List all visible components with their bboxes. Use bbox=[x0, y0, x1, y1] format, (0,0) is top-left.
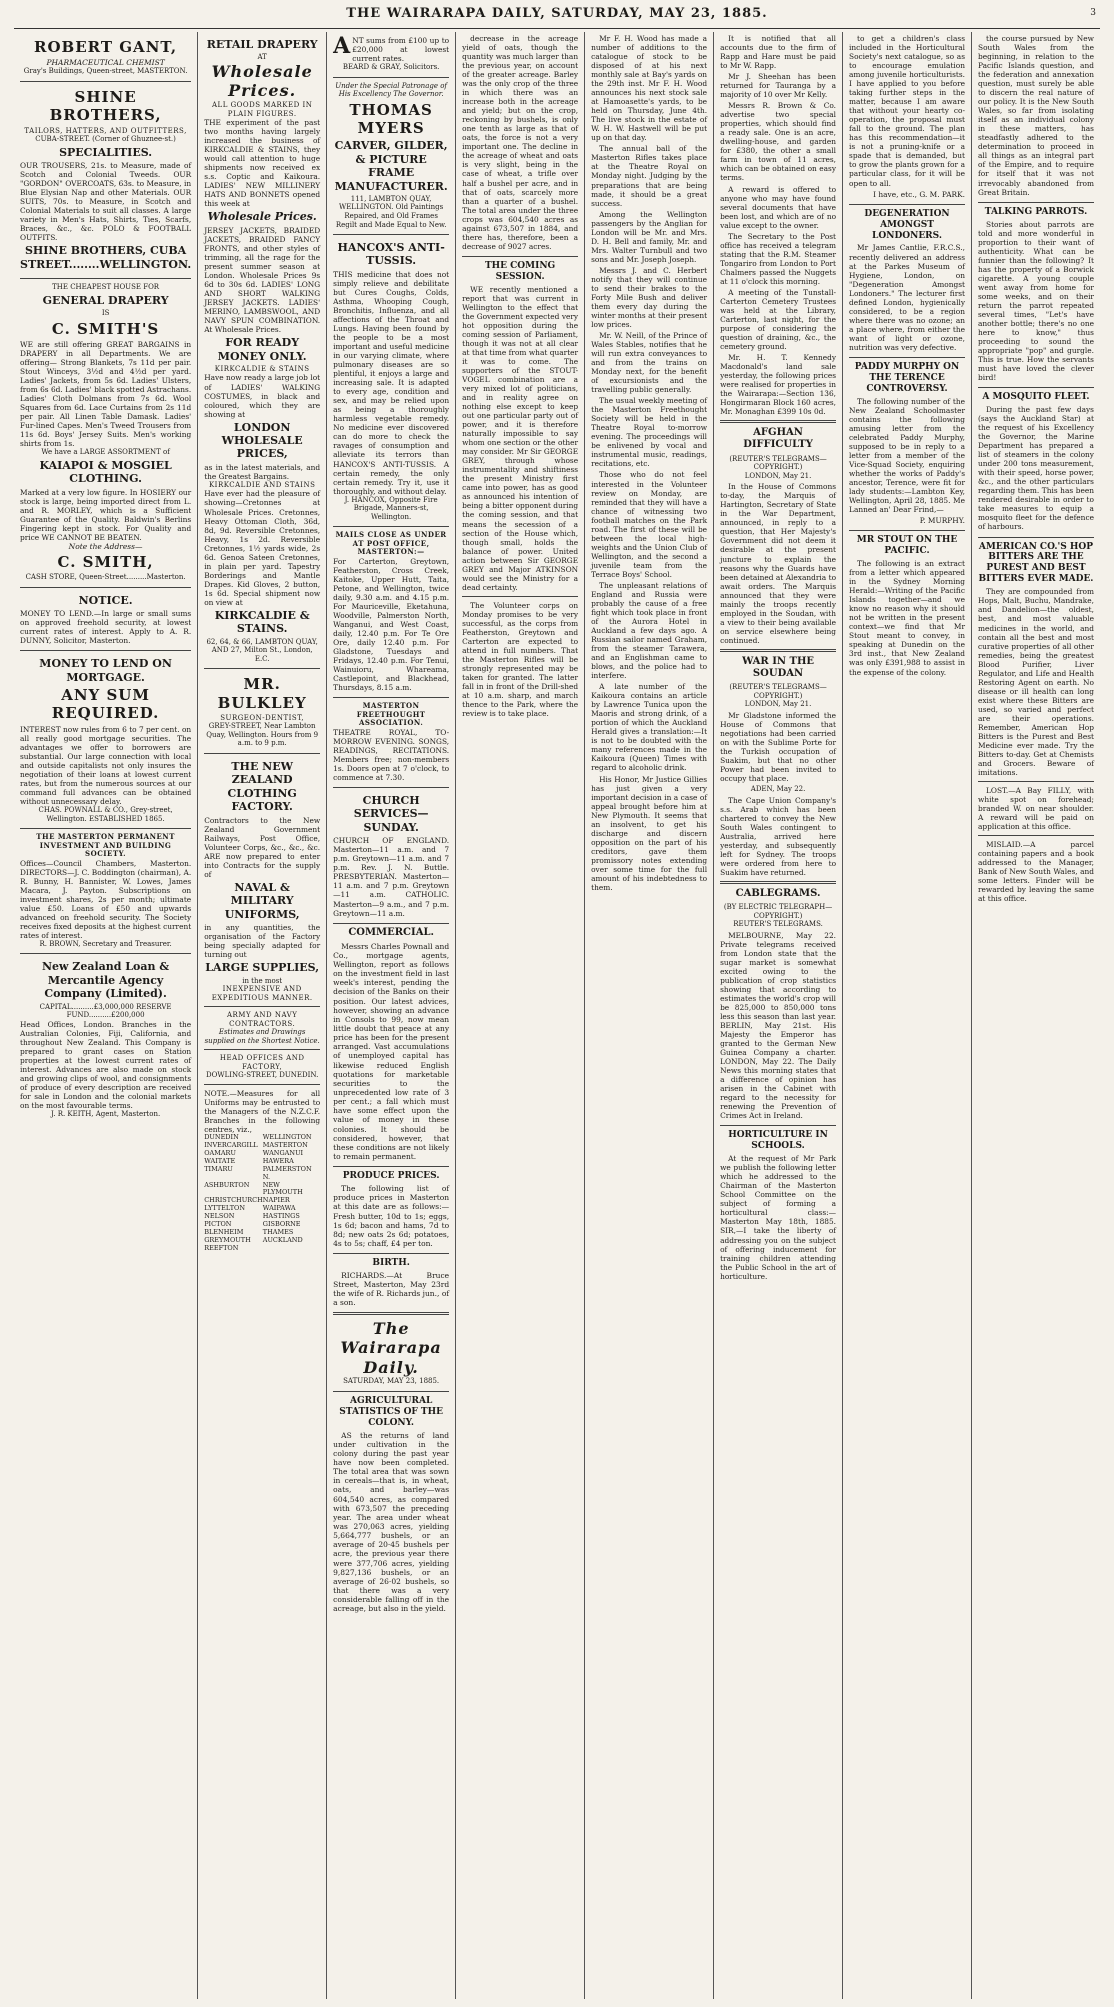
ad-trade: TAILORS, HATTERS, AND OUTFITTERS, bbox=[24, 126, 187, 135]
ad-heading: THE NEW ZEALAND CLOTHING FACTORY. bbox=[227, 759, 297, 814]
ad-signature: J. R. KEITH, Agent, Masterton. bbox=[50, 1110, 161, 1119]
local-item: The usual weekly meeting of the Masterton Freethought Society will be held in the Theatre Royal to-morrow evening. The proceedings will be enlivened by vocal and instrumental music, readings, recitations, etc. bbox=[591, 396, 708, 469]
ad-at: AT bbox=[257, 53, 267, 62]
section-heading: THE COMING SESSION. bbox=[462, 256, 578, 283]
ad-address: 111, LAMBTON QUAY, WELLINGTON. Old Paintings Repaired, and Old Frames Regilt and Made Equal to New. bbox=[335, 194, 447, 229]
mails-notice bbox=[333, 527, 449, 698]
ad-address: DOWLING-STREET, DUNEDIN. bbox=[206, 1071, 319, 1080]
ad-trade: SURGEON-DENTIST, bbox=[220, 713, 305, 722]
column-5 bbox=[585, 32, 714, 1999]
town-item: OAMARU bbox=[204, 1148, 236, 1157]
town-item: GISBORNE bbox=[262, 1220, 301, 1229]
town-item: WAIPAWA bbox=[262, 1204, 296, 1213]
town-item: WAITATE bbox=[204, 1156, 236, 1165]
ad-body: WE are still offering GREAT BARGAINS in DRAPERY in all Departments. We are offering— Strong Blankets, 7s 11d per pair. Stout Winceys, 3½d and 4½d per yard. Ladies' Jackets, from 5s 6d. Ladies' Ulsters, from 6s 6d. Ladies' black spotted Astrachans. Ladies' Cloth Dolmans from 7s 6d. Wool Squares from 6d. Lace Curtains from 2s 11d per pair. All Linen Table Damask. Ladies' Fur-lined Capes. Men's Tweed Trousers from 11s 6d. Boys' Jersey Suits. Men's working shirts from 1s. bbox=[20, 339, 192, 449]
ad-heading: HANCOX'S ANTI-TUSSIS. bbox=[337, 241, 445, 268]
ad-specialities: SPECIALITIES. bbox=[59, 145, 153, 159]
notice-heading: CHURCH SERVICES—SUNDAY. bbox=[353, 794, 429, 834]
section-subheading: (REUTER'S TELEGRAMS—COPYRIGHT.) bbox=[729, 683, 827, 700]
local-item: A meeting of the Tunstall-Carterton Cemetery Trustees was held at the Library, Carterton, last night, for the purpose of considering the question of draining, &c., the cemetery ground. bbox=[720, 287, 837, 352]
town-item: WELLINGTON bbox=[262, 1133, 312, 1142]
ad-body: INTEREST now rules from 6 to 7 per cent. on all really good mortgage securities. The advantages we offer to borrowers are substantial. Our large connection with local and outside capitalists not only insures the negotiation of their loans at lowest current rates, but from the numerous sources at our command full advances can be obtained without unnecessary delay. bbox=[20, 724, 192, 806]
freethought-notice bbox=[333, 698, 449, 788]
town-item: ASHBURTON bbox=[204, 1180, 250, 1189]
column-6 bbox=[714, 32, 843, 1999]
paper-date: SATURDAY, MAY 23, 1885. bbox=[343, 1377, 440, 1386]
ad-heading: Wholesale Prices. bbox=[207, 210, 317, 224]
section-heading: TALKING PARROTS. bbox=[978, 202, 1094, 218]
ad-beard-gray: ANT sums from £100 up to £20,000 at lowest current rates. BEARD & GRAY, Solicitors. bbox=[333, 32, 449, 78]
town-item: INVERCARGILL bbox=[204, 1140, 258, 1149]
ad-note: NOTE.—Measures for all Uniforms may be entrusted to the Managers of the N.Z.C.F. Branches in the following centres, viz., bbox=[204, 1088, 321, 1134]
town-item: TIMARU bbox=[204, 1164, 233, 1173]
page-number: 3 bbox=[1090, 8, 1096, 18]
notice-heading: MASTERTON FREETHOUGHT ASSOCIATION. bbox=[356, 701, 426, 728]
notice-body: MONEY TO LEND.—In large or small sums on approved freehold security, at lowest current rates of interest. Apply to A. R. DUNNY, Solicitor, Masterton. bbox=[20, 609, 192, 646]
dateline: LONDON, May 21. bbox=[744, 471, 812, 480]
ad-signature: KIRKCALDIE & STAINS bbox=[214, 364, 310, 373]
ad-signature: SHINE BROTHERS, CUBA STREET........WELLINGTON. bbox=[20, 244, 192, 271]
ad-body: OUR TROUSERS, 21s. to Measure, made of Scotch and Colonial Tweeds. OUR "GORDON" OVERCOATS, 63s. to Measure, in Blue Elysian Nap and other Materials. OUR SUITS, 70s. to Measure, in Scotch and Colonial Materials to suit all classes. A large variety in Men's Hats, Shirts, Ties, Scarfs, Braces, &c., &c. POLO & FOOTBALL OUTFITS. bbox=[20, 161, 192, 243]
letter-signature: P. MURPHY. bbox=[919, 516, 965, 526]
article-paragraph: At the request of Mr Park we publish the following letter which he addressed to the Chairman of the Masterton School Committee on the subject of forming a horticultural class:—Masterton May 18th, 1885. SIR,—I take the liberty of addressing you on the subject of offering inducement for training children attending the Public School in the art of horticulture. bbox=[720, 1154, 837, 1281]
local-item: The annual ball of the Masterton Rifles takes place at the Theatre Royal on Monday night. Judging by the preparations that are being made, it should be a great success. bbox=[591, 144, 708, 208]
ad-body: as in the latest materials, and the Greatest Bargains. bbox=[204, 462, 321, 481]
ad-title: MR. BULKLEY bbox=[217, 675, 307, 712]
masthead bbox=[14, 6, 1100, 29]
ad-address: GREY-STREET, Near Lambton Quay, Wellington. Hours from 9 a.m. to 9 p.m. bbox=[206, 722, 319, 748]
local-item: Messrs J. and C. Herbert notify that they will continue to send their brakes to the Forty Mile Bush and deliver them every day during the winter months at their present low prices. bbox=[591, 265, 708, 329]
ad-is: IS bbox=[101, 309, 110, 318]
ad-intro: THE CHEAPEST HOUSE FOR bbox=[52, 283, 160, 292]
ad-body: Have now ready a large job lot of LADIES' WALKING COSTUMES, in black and coloured, which they are showing at bbox=[204, 373, 321, 419]
article-paragraph: RICHARDS.—At Bruce Street, Masterton, May 23rd the wife of R. Richards jun., of a son. bbox=[333, 1271, 450, 1308]
town-item: LYTTELTON bbox=[204, 1204, 246, 1213]
article-paragraph: MELBOURNE, May 22. Private telegrams received from London state that the sugar market is somewhat excited owing to the publication of crop statistics showing that according to estimates the world's crop will be 825,000 to 850,000 tons less this season than last year. BERLIN, May 21st. His Majesty the Emperor has granted to the German New Guinea Company a charter. LONDON, May 22. The Daily News this morning states that a difference of opinion has arisen in the Cabinet with regard to the necessity for renewing the Prevention of Crimes Act in Ireland. bbox=[720, 930, 837, 1121]
ad-heading: New Zealand Loan & Mercantile Agency Company (Limited). bbox=[41, 960, 170, 1001]
article-paragraph: They are compounded from Hops, Malt, Buchu, Mandrake, and Dandelion—the oldest, best, and most valuable medicines in the world, and contain all the best and most curative properties of all other remedies, being the greatest Blood Purifier, Liver Regulator, and Life and Health Restoring Agent on earth. No disease or ill health can long exist where these Bitters are used, so varied and perfect are their operations. Remember, American Hop Bitters is the Purest and Best Medicine ever made. Try the Bitters to-day. Get at Chemists and Grocers. Beware of imitations. bbox=[978, 587, 1094, 777]
ad-signature: CHAS. POWNALL & CO., Grey-street, Wellington. ESTABLISHED 1865. bbox=[38, 805, 173, 823]
ad-shop-name: C. SMITH'S bbox=[51, 319, 160, 338]
notice-body: For Carterton, Greytown, Featherston, Cross Creek, Kaitoke, Upper Hutt, Taita, Petone, and Wellington, twice daily, 9.30 a.m. and 4.15 p.m. For Mauriceville, Eketahuna, Woodville, Palmerston North, Wanganui, and West Coast, daily, 12.40 p.m. For Te Ore Ore, daily 12.40 p.m. For Gladstone, Tuesdays and Fridays, 12.40 p.m. For Tenui, Wainuioru, Whareama, Castlepoint, and Blackhead, Thursdays, 8.15 a.m. bbox=[333, 556, 450, 693]
local-item: Messrs R. Brown & Co. advertise two special properties, which should find a ready sale. One is an acre, dwelling-house, and garden for £380, the other a small farm in town of 11 acres, which can be obtained on easy terms. bbox=[720, 101, 837, 183]
ad-body: in any quantities, the organisation of the Factory being specially adapted for turning out bbox=[204, 923, 321, 960]
ad-nz-loan bbox=[20, 954, 191, 1123]
page-columns bbox=[14, 32, 1100, 1999]
ad-heading: NAVAL & MILITARY UNIFORMS, bbox=[224, 880, 300, 921]
ad-hancox bbox=[333, 235, 449, 527]
ad-c-smith bbox=[20, 279, 191, 588]
section-heading: DEGENERATION AMONGST LONDONERS. bbox=[849, 204, 965, 242]
local-item: A reward is offered to anyone who may have found several documents that have been lost, and which are of no value except to the owner. bbox=[720, 184, 837, 230]
ad-body: Estimates and Drawings supplied on the Shortest Notice. bbox=[204, 1028, 320, 1045]
article-paragraph: The Cape Union Company's s.s. Arab which has been chartered to convey the New South Wales contingent to Australia, arrived here yesterday, and subsequently left for Sydney. The troops were ordered from here to Suakim have returned. bbox=[720, 795, 837, 877]
section-heading: A MOSQUITO FLEET. bbox=[978, 387, 1094, 403]
town-item: BLENHEIM bbox=[204, 1228, 244, 1237]
ad-body: Head Offices, London. Branches in the Australian Colonies, Fiji, California, and throughout New Zealand. This Company is prepared to grant cases on Station properties at the lowest current rates of interest. Advances are also made on stock and growing clips of wool, and consignments of produce of every description are received for sale in London and the colonial markets on the most favourable terms. bbox=[20, 1019, 192, 1111]
notice-body: CHURCH OF ENGLAND. Masterton—11 a.m. and 7 p.m. Greytown—11 a.m. and 7 p.m. Rev. J. N. Buttle. PRESBYTERIAN. Masterton—11 a.m. and 7 p.m. Greytown—11 a.m. CATHOLIC. Masterton—9 a.m., and 7 p.m. Greytown—11 a.m. bbox=[333, 836, 450, 918]
article-paragraph: The Volunteer corps on Monday promises to be very successful, as the corps from Featherston, Greytown and Carterton are expected to attend in full numbers. That the Masterton Rifles will be strongly represented may be taken for granted. The latter fall in in front of the Drill-shed at 10 a.m. sharp, and march thence to the Park, where the review is to take place. bbox=[462, 600, 579, 719]
ad-body: JERSEY JACKETS, BRAIDED JACKETS, BRAIDED FANCY FRONTS, and other styles of trimming, all the rage for the present summer season at London. Wholesale Prices 9s 6d to 30s 6d. LADIES' LONG AND SHORT WALKING JERSEY JACKETS. LADIES' MERINO, LAMBSWOOL, AND NAVY SPUN COMBINATION. At Wholesale Prices. bbox=[204, 225, 321, 335]
classified-ad: LOST.—A Bay FILLY, with white spot on forehead; branded W. on near shoulder. A reward will be paid on application at this office. bbox=[978, 786, 1094, 832]
ad-note: Note the Address— bbox=[68, 541, 143, 551]
ad-signature: BEARD & GRAY, Solicitors. bbox=[342, 63, 440, 72]
article-paragraph: The following list of produce prices in Masterton at this date are as follows:—Fresh butter, 10d to 1s; eggs, 1s 6d; bacon and hams, 7d to 8d; new oats 2s 6d; potatoes, 4s to 5s; chaff, £4 per ton. bbox=[333, 1184, 450, 1248]
section-heading: PRODUCE PRICES. bbox=[333, 1166, 449, 1182]
section-heading: HORTICULTURE IN SCHOOLS. bbox=[720, 1125, 836, 1152]
article-paragraph: The following number of the New Zealand Schoolmaster contains the following amusing letter from the celebrated Paddy Murphy, supposed to be in reply to a letter from a member of the Vice-Squad Society, enquiring whether the works of Paddy's ancestor, Terence, were fit for lady students:—Lambton Key, Wellington, April 28, 1885. Me Lanned an' Dear Frind,— bbox=[849, 396, 965, 515]
local-item: Those who do not feel interested in the Volunteer review on Monday, are reminded that they will have a chance of witnessing two football matches on the Park road. The first of these will be between the local high-weights and the Union Club of Wellington, and the second a juvenile team from the Terrace Boys' School. bbox=[591, 470, 708, 579]
town-item: NELSON bbox=[204, 1212, 235, 1221]
ad-signature: KIRKCALDIE AND STAINS bbox=[208, 480, 316, 489]
local-item: A late number of the Kaikoura contains an article by Lawrence Tunica upon the Maoris and strong drink, of a portion of which the Auckland Herald gives a translation:—It is not to be doubted with the many references made in the Kaikoura (Queen) Times with regard to alcoholic drink. bbox=[591, 682, 708, 773]
ad-title: ROBERT GANT, bbox=[34, 38, 178, 56]
notice-heading: MAILS CLOSE AS UNDER AT POST OFFICE, MASTERTON:— bbox=[335, 530, 447, 557]
town-item: PALMERSTON N. bbox=[262, 1164, 312, 1181]
church-services bbox=[333, 788, 449, 924]
ad-robert-gant bbox=[20, 32, 191, 82]
section-subheading: (REUTER'S TELEGRAMS—COPYRIGHT.) bbox=[729, 454, 827, 472]
column-4 bbox=[456, 32, 585, 1999]
town-item: HAWERA bbox=[262, 1156, 294, 1165]
section-subheading: (BY ELECTRIC TELEGRAPH—COPYRIGHT.) bbox=[723, 903, 833, 920]
ad-body: Have ever had the pleasure of showing—Cretonnes at Wholesale Prices. Cretonnes, Heavy Ottoman Cloth, 36d, 8d, 9d. Reversible Cretonnes, Heavy, 1s 2d. Reversible Cretonnes, 1½ yards wide, 2s 6d. Genoa Sateen Cretonnes, in plain per yard. Tapestry Borderings and Mantle Drapes. Kid Gloves, 2 button, 1s 6d. Special shipment now on view at bbox=[204, 489, 321, 607]
editorial-heading: AGRICULTURAL STATISTICS OF THE COLONY. bbox=[333, 1391, 449, 1429]
ad-brand: KAIAPOI & MOSGIEL CLOTHING. bbox=[39, 458, 172, 486]
local-item: Mr. H. T. Kennedy Macdonald's land sale yesterday, the following prices were realised for properties in the Wairarapa:—Section 136, Hongirmaran Block 160 acres, Mr. Monaghan £399 10s 0d. bbox=[720, 353, 837, 417]
ad-subheading: ALL GOODS MARKED IN PLAIN FIGURES. bbox=[212, 100, 313, 118]
section-heading: COMMERCIAL. bbox=[348, 926, 434, 938]
town-item bbox=[263, 1245, 320, 1253]
dateline: LONDON, May 21. bbox=[744, 700, 812, 709]
town-item: REEFTON bbox=[204, 1243, 239, 1252]
ad-kirkcaldie-stains bbox=[204, 32, 320, 669]
ad-signature-address: CASH STORE, Queen-Street.........Masterton. bbox=[25, 573, 186, 582]
article-paragraph: Messrs Charles Pownall and Co., mortgage agents, Wellington, report as follows on the investment field in last week's interest, pending the decision of the Banks on their position. Our latest advices, however, showing an advance in Consols to 99, now mean little doubt that peace at any price has been for the present arranged. Vast accumulations of unemployed capital has likewise reduced English quotations for marketable securities to the unprecedented low rate of 3 per cent.; a fall which must have some effect upon the value of money in these colonies. It should be considered, however, that these conditions are not likely to remain permanent. bbox=[333, 941, 450, 1161]
notice-money-to-lend bbox=[20, 588, 191, 652]
ad-signature: R. BROWN, Secretary and Treasurer. bbox=[39, 939, 172, 948]
ad-body: Contractors to the New Zealand Government Railways, Post Office, Volunteer Corps, &c., &c., &c. ARE now prepared to enter into Contracts for the supply of bbox=[204, 815, 321, 879]
article-paragraph: In the House of Commons to-day, the Marquis of Hartington, Secretary of State in the War Department, announced, in reply to a question, that Her Majesty's Government did not deem it desirable at the present juncture to explain the reasons why the Guards have been detained at Alexandria to await orders. The Marquis announced that they were mainly the troops recently employed in the Soudan, with a view to their being available on service elsewhere being continued. bbox=[720, 482, 837, 645]
local-item: It is notified that all accounts due to the firm of Rapp and Hare must be paid to Mr W. Rapp. bbox=[720, 34, 837, 71]
ad-heading: GENERAL DRAPERY bbox=[42, 293, 169, 307]
article-paragraph: decrease in the acreage yield of oats, though the quantity was much larger than the previous year, on account of the greater acreage. Barley was the only crop of the three in which there was an increase both in the acreage and yield; but on the crop, reckoning by bushels, is only one tenth as large as that of oats, the force is not a very important one. The decline in the acreage of wheat and oats is very slight, being in the case of wheat, a trifle over half a bushel per acre, and in that of oats, scarcely more than a quarter of a bushel. The total area under the three crops was 604,540 acres as against 673,507 in 1884, and there has, therefore, been a decrease of 9027 acres. bbox=[462, 34, 579, 251]
section-subheading: REUTER'S TELEGRAMS. bbox=[733, 920, 823, 929]
dateline: ADEN, May 22. bbox=[750, 785, 806, 794]
section-heading: AFGHAN DIFFICULTY bbox=[743, 427, 813, 451]
ad-patronage: Under the Special Patronage of His Excellency The Governor. bbox=[335, 81, 448, 99]
notice-heading: NOTICE. bbox=[78, 593, 133, 607]
town-item: DUNEDIN bbox=[204, 1133, 239, 1142]
column-3 bbox=[327, 32, 456, 1999]
ad-money-on-mortgage bbox=[20, 651, 191, 829]
article-paragraph: WE recently mentioned a report that was current in Wellington to the effect that the Government expected very hot opposition during the coming session of Parliament, though it was not at all clear at that time from what quarter it was to come. The supporters of the STOUT-VOGEL combination are a very mixed lot of politicians, and in reality agree on nothing else except to keep out one particular party out of power, and it is therefore naturally impossible to say whom one section or the other may consider. Mr Sir GEORGE GREY, through whose instrumentality and shiftiness the present Ministry first came into power, has as good as announced his intention of being a bitter opponent during the coming session, and that means the secession of a section of the House which, though small, holds the balance of power. United action between Sir GEORGE GREY and Major ATKINSON would see the Ministry for a dead certainty. bbox=[462, 284, 579, 592]
ad-trade: CARVER, GILDER, & PICTURE FRAME MANUFACTURER. bbox=[334, 139, 448, 193]
ad-heading: THE MASTERTON PERMANENT INVESTMENT AND BUILDING SOCIETY. bbox=[36, 832, 175, 859]
ad-body: Offices—Council Chambers, Masterton. DIRECTORS—J. C. Boddington (chairman), A. R. Bunny, H. Bannister, W. Lowes, James Macara, J. Payton. Subscriptions on investment shares, 2s per month; ultimate value £50. Loans of £50 and upwards advanced on freehold security. The Society receives fixed deposits at the highest current rates of interest. bbox=[20, 858, 192, 940]
town-item: CHRISTCHURCH bbox=[204, 1196, 263, 1205]
town-item: THAMES bbox=[262, 1228, 294, 1237]
local-item: Mr J. Sheehan has been returned for Tauranga by a majority of 10 over Mr Kelly. bbox=[720, 72, 837, 100]
notice-body: THEATRE ROYAL, TO-MORROW EVENING. SONGS, READINGS, RECITATIONS. Members free; non-members 1s. Doors open at 7 o'clock, to commence at 7.30. bbox=[333, 727, 450, 783]
town-item: NAPIER bbox=[262, 1196, 290, 1205]
ad-body: THE experiment of the past two months having largely increased the business of KIRKCALDIE & STAINS, they would call attention to huge shipments now received ex s.s. Coptic and Kaikoura. LADIES' NEW MILLINERY HATS AND BONNETS opened this week at bbox=[204, 118, 321, 209]
ad-signature: C. SMITH, bbox=[57, 552, 154, 571]
ad-trade: PHARMACEUTICAL CHEMIST bbox=[46, 58, 165, 68]
article-paragraph: During the past few days (says the Auckland Star) at the request of his Excellency the Governor, the Marine Department has prepared a list of steamers in the colony under 200 tons measurement, with their speed, horse power, &c., and the other particulars regarding them. This has been rendered desirable in order to take measures to equip a mosquito fleet for the defence of harbours. bbox=[978, 405, 1094, 532]
column-2 bbox=[198, 32, 327, 1999]
ad-body: in the most bbox=[242, 976, 283, 985]
town-item: PICTON bbox=[204, 1220, 232, 1229]
local-item: Among the Wellington passengers by the Anglian for London will be Mr. and Mrs. D. H. Bell and family, Mr. and Mrs. Walter Turnbull and two sons and Mr. Joseph Joseph. bbox=[591, 209, 708, 264]
ad-heading: LARGE SUPPLIES, bbox=[205, 961, 320, 975]
ad-heading-large: Wholesale Prices. bbox=[211, 61, 313, 101]
town-item: HASTINGS bbox=[262, 1212, 300, 1221]
section-heading: AMERICAN CO.'S HOP BITTERS ARE THE PUREST AND BEST BITTERS EVER MADE. bbox=[978, 537, 1094, 586]
ad-title: THOMAS MYERS bbox=[349, 100, 433, 137]
article-paragraph: AS the returns of land under cultivation in the colony during the past year have now been completed. The total area that was sown in cereals—that is, in wheat, oats, and barley—was 604,540 acres, as compared with 673,507 the preceding year. The area under wheat was 270,063 acres, yielding 5,664,777 bushels, or an average of 20·45 bushels per acre, the previous year there were 377,706 acres, yielding 9,827,136 bushels, or an average of 26·02 bushels, so that there was a very considerable falling off in the acreage, but also in the yield. bbox=[333, 1430, 450, 1614]
town-item: GREYMOUTH bbox=[204, 1236, 251, 1245]
ad-body: Marked at a very low figure. In HOSIERY our stock is large, being imported direct from L. and R. MORLEY, which is a Sufficient Guarantee of the Quality. Baldwin's Berlins Fingering kept in stock. For Quality and price WE CANNOT BE BEATEN. bbox=[20, 487, 192, 542]
ad-stock: We have a LARGE ASSORTMENT of bbox=[41, 448, 170, 457]
ad-body: NT sums from £100 up to £20,000 at lowest current rates. bbox=[352, 36, 450, 64]
town-item: AUCKLAND bbox=[262, 1236, 303, 1245]
column-7 bbox=[843, 32, 972, 1999]
article-paragraph: The following is an extract from a letter which appeared in the Sydney Morning Herald:—Writing of the Pacific Islands together—and we know no reason why it should not be written in the present context—we find that Mr Stout meant to convey, in speaking at Dunedin on the 3rd inst., that New Zealand was only £391,988 to assist in the expense of the colony. bbox=[849, 559, 965, 677]
town-item: NEW PLYMOUTH bbox=[262, 1180, 303, 1197]
ad-address: Gray's Buildings, Queen-street, MASTERTON. bbox=[23, 67, 188, 76]
article-paragraph: the course pursued by New South Wales from the beginning, in relation to the Pacific Islands question, and the federation and annexation question, must surely be able to discern the real nature of our policy. It is the New South Wales, so far from isolating itself as an individual colony in these matters, has steadfastly adhered to the determination to proceed in all things as an integral part of the Empire, and to require for itself that it was not irrevocably abandoned from Great Britain. bbox=[978, 34, 1094, 197]
ad-heading: LONDON WHOLESALE PRICES, bbox=[221, 420, 303, 461]
article-paragraph: Mr James Cantlie, F.R.C.S., recently delivered an address at the Parkes Museum of Hygiene, London, on "Degeneration Amongst Londoners." The lecturer first defined London, hygienically considered, to be a region where there was no ozone; an a place where, from either the want of light or ozone, nutrition was very defective. bbox=[849, 243, 965, 352]
ad-address: 62, 64, & 66, LAMBTON QUAY, AND 27, Milton St., London, E.C. bbox=[206, 637, 318, 663]
article-paragraph: Mr Gladstone informed the House of Commons that negotiations had been carried on with the Sublime Porte for the Turkish occupation of Suakim, but that no other Power had been invited to occupy that place. bbox=[720, 710, 837, 783]
ad-terms: FOR READY MONEY ONLY. bbox=[217, 336, 307, 363]
ad-heading: HEAD OFFICES AND FACTORY, bbox=[219, 1054, 305, 1071]
ad-signature: KIRKCALDIE & STAINS. bbox=[214, 608, 310, 636]
town-item: WANGANUI bbox=[262, 1148, 304, 1157]
ad-heading: INEXPENSIVE AND EXPEDITIOUS MANNER. bbox=[211, 985, 313, 1002]
local-item: Mr F. H. Wood has made a number of additions to the catalogue of stock to be disposed of at his next monthly sale at Bay's yards on the 29th inst. Mr F. H. Wood announces his next stock sale at Hamoasette's yards, to be held on Thursday, June 4th. The live stock in the estate of W. H. W. Hastwell will be put up on that day. bbox=[591, 34, 708, 143]
towns-list bbox=[204, 1134, 320, 1253]
column-8 bbox=[972, 32, 1100, 1999]
section-heading: WAR IN THE SOUDAN bbox=[742, 655, 815, 679]
ad-building-society bbox=[20, 829, 191, 954]
letter-signature: I have, etc., G. M. PARK. bbox=[873, 189, 965, 199]
ad-heading: ARMY AND NAVY CONTRACTORS. bbox=[226, 1011, 298, 1028]
newspaper-title: THE WAIRARAPA DAILY, SATURDAY, MAY 23, 1885. bbox=[346, 6, 768, 21]
town-item: MASTERTON bbox=[262, 1140, 308, 1149]
local-item: The Secretary to the Post office has received a telegram stating that the R.M. Steamer Tongariro from London to Port Chalmers passed the Nuggets at 11 o'clock this morning. bbox=[720, 231, 837, 286]
article-paragraph: to get a children's class included in the Horticultural Society's next catalogue, so as to encourage emulation among juvenile horticulturists. I have applied to you before taking further steps in the matter, because I am aware that without your hearty co-operation, the proposal must fall to the ground. The plan has this recommendation—it is not a pruning-knife or a spade that is demanded, but to grow the plants grown for a particular class, for it will be open to all. bbox=[849, 34, 965, 188]
section-heading: MR STOUT ON THE PACIFIC. bbox=[849, 530, 965, 557]
ad-body: THIS medicine that does not simply relieve and debilitate but Cures Coughs, Colds, Asthma, Whooping Cough, Bronchitis, Influenza, and all affections of the Throat and Lungs. Having been found by the people to be a most important and useful medicine in our varying climate, where pulmonary diseases are so plentiful, it enjoys a large and increasing sale. It is adapted to every age, condition and sex, and may be relied upon as being a thoroughly harmless vegetable remedy. No medicine ever discovered can do more to check the ravages of consumption and alleviate its terrors than HANCOX'S ANTI-TUSSIS. A certain remedy, the only certain remedy. Try it, use it thoroughly, and without delay. bbox=[333, 269, 450, 496]
column-1 bbox=[14, 32, 198, 1999]
ad-title: SHINE BROTHERS, bbox=[49, 87, 162, 125]
ad-street: CUBA-STREET. (Corner of Ghuznee-st.) bbox=[35, 135, 176, 144]
paper-name: The Wairarapa Daily. bbox=[340, 1318, 442, 1377]
section-heading: BIRTH. bbox=[333, 1253, 449, 1269]
ad-heading: RETAIL DRAPERY bbox=[206, 38, 318, 51]
ad-bulkley bbox=[204, 669, 320, 754]
local-item: His Honor, Mr Justice Gillies has just given a very important decision in a case of appeal brought before him at New Plymouth. It seems that an insolvent, to get his discharge and discern opposition on the part of his creditors, gave them promissory notes extending over some time for the full amount of his indebtedness to them. bbox=[591, 774, 708, 892]
local-item: The unpleasant relations of England and Russia were probably the cause of a free fight which took place in front of the Aurora Hotel in Auckland a few days ago. A Russian sailor named Graham, from the steamer Tarawera, and an Englishman came to blows, and the police had to interfere. bbox=[591, 580, 708, 681]
ad-shine-brothers bbox=[20, 82, 191, 279]
ad-nz-clothing-factory bbox=[204, 754, 320, 1258]
section-heading: CABLEGRAMS. bbox=[735, 887, 821, 899]
ad-signature: J. HANCOX, Opposite Fire Brigade, Manners-st, Wellington. bbox=[344, 495, 438, 521]
ad-thomas-myers bbox=[333, 78, 449, 235]
ad-capital: CAPITAL..........£3,000,000 RESERVE FUND..........£200,000 bbox=[39, 1002, 172, 1020]
article-paragraph: Stories about parrots are told and more wonderful in proportion to their want of authenticity. What can be funnier than the following? It has the property of a Borwick cigarette. A young couple went away from home for some weeks, and on their return the parrot repeated several times, "Let's have another bottle; there's no one here to know," thus proceeding to sound the appropriate "pop" and gurgle. This is true. How the servants must have loved the clever bird! bbox=[978, 219, 1094, 383]
ad-heading: MONEY TO LEND ON MORTGAGE. bbox=[39, 657, 172, 684]
section-heading: PADDY MURPHY ON THE TERENCE CONTROVERSY. bbox=[849, 357, 965, 395]
ad-heading: ANY SUM REQUIRED. bbox=[51, 686, 160, 723]
classified-ad: MISLAID.—A parcel containing papers and a book addressed to the Manager, Bank of New South Wales, and some letters. Finder will be rewarded by leaving the same at this office. bbox=[978, 840, 1094, 904]
local-item: Mr. W. Neill, of the Prince of Wales Stables, notifies that he will run extra conveyances to and from the trains on Monday next, for the benefit of excursionists and the travelling public generally. bbox=[591, 331, 708, 395]
